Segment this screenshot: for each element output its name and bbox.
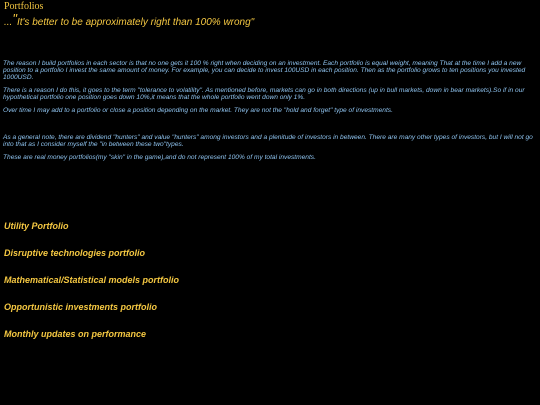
monthly-updates-link[interactable]: Monthly updates on performance xyxy=(4,329,147,339)
intro-paragraph: The reason I build portfolios in each sector is that no one gets it 100 % right when deciding on an investment. Each portfolio is equal weight, meaning That at the time I add a new position to a portfolio I invest the same amount of money. For example, you can decide to invest 100USD in each position. Then as the portfolio grows to ten positions you invested 1000USD. xyxy=(3,60,526,82)
page-title: Portfolios xyxy=(4,1,44,12)
tagline-quote xyxy=(4,13,254,28)
math-statistical-models-portfolio-link[interactable]: Mathematical/Statistical models portfolio xyxy=(4,275,180,285)
volatility-paragraph: There is a reason I do this, it goes to the term "tolerance to volatility". As mentioned before, markets can go in both directions (up in bull markets, down in bear markets).So if in our hypothetical portfolio one position goes down 10%,it means that the whole portfolio went down only 1%. xyxy=(3,87,525,102)
utility-portfolio-link[interactable]: Utility Portfolio xyxy=(4,221,69,231)
disclaimer-paragraph: These are real money portfolios(my "skin" in the game),and do not represent 100% of my total investments. xyxy=(3,154,316,161)
investor-types-paragraph: As a general note, there are dividend "hunters" and value "hunters" among investors and a plenitude of investors in between. There are many other types of investors, but I will not go into that as I consider myself the "in between these two"types. xyxy=(3,134,533,149)
disruptive-technologies-portfolio-link[interactable]: Disruptive technologies portfolio xyxy=(4,248,146,258)
holding-paragraph: Over time I may add to a portfolio or close a position depending on the market. They are not the "hold and forget" type of investments. xyxy=(3,107,393,114)
quote-text: It's better to be approximately right than 100% wrong" xyxy=(16,17,255,28)
quote-open-mark: " xyxy=(12,11,17,26)
opportunistic-investments-portfolio-link[interactable]: Opportunistic investments portfolio xyxy=(4,302,158,312)
quote-prefix: ... xyxy=(4,17,13,28)
